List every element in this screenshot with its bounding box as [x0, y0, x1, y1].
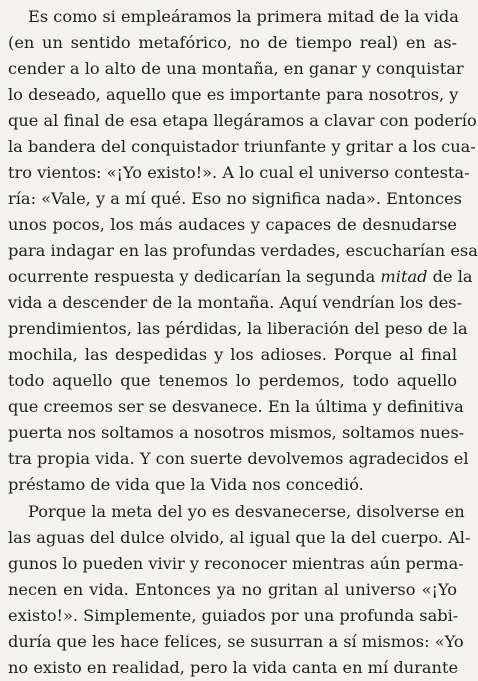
paragraph-1-line-4: lo deseado, aquello que es importante para nosotros, y [8, 85, 459, 104]
paragraph-2-line-7: no existo en realidad, pero la vida canta en mí durante [8, 658, 459, 677]
paragraph-1-line-9: unos pocos, los más audaces y capaces de desnudarse [8, 215, 457, 234]
paragraph-1-line-18: tra propia vida. Y con suerte devolvemos agradecidos el [8, 449, 469, 468]
paragraph-2-line-5: existo!». Simplemente, guiados por una profunda sabi- [8, 606, 459, 625]
paragraph-1-line-6: la bandera del conquistador triunfante y gritar a los cua- [8, 137, 476, 156]
paragraph-1-line-2: (en un sentido metafórico, no de tiempo real) en as- [8, 33, 457, 52]
paragraph-1-line-12: vida a descender de la montaña. Aquí vendrían los des- [8, 293, 463, 312]
line-11-end: de la [427, 267, 473, 286]
italic-word: mitad [380, 267, 428, 286]
paragraph-1-line-8: ría: «Vale, y a mí qué. Eso no significa nada». Entonces [8, 189, 462, 208]
paragraph-1-line-11 [8, 264, 473, 290]
line-11-start: ocurrente respuesta y dedicarían la segunda [8, 267, 381, 286]
paragraph-2-line-2: las aguas del dulce olvido, al igual que la del cuerpo. Al- [8, 528, 471, 547]
paragraph-1-line-7: tro vientos: «¡Yo existo!». A lo cual el universo contesta- [8, 163, 470, 182]
paragraph-2-line-3: gunos lo pueden vivir y reconocer mientras aún perma- [8, 554, 464, 573]
paragraph-1-line-13: prendimientos, las pérdidas, la liberación del peso de la [8, 319, 468, 338]
paragraph-1-line-17: puerta nos soltamos a nosotros mismos, soltamos nues- [8, 423, 465, 442]
paragraph-1-line-3: cender a lo alto de una montaña, en ganar y conquistar [8, 59, 464, 78]
paragraph-1-line-15: todo aquello que tenemos lo perdemos, todo aquello [8, 371, 457, 390]
paragraph-1-line-19: préstamo de vida que la Vida nos concedió. [8, 475, 364, 494]
paragraph-2-line-6: duría que les hace felices, se susurran a sí mismos: «Yo [8, 632, 464, 651]
paragraph-1-line-1: Es como si empleáramos la primera mitad de la vida [28, 7, 459, 26]
paragraph-1-line-5: que al final de esa etapa llegáramos a clavar con poderío [8, 111, 477, 130]
paragraph-2-line-1: Porque la meta del yo es desvanecerse, disolverse en [28, 502, 465, 521]
paragraph-1-line-10: para indagar en las profundas verdades, escucharían esa [8, 241, 478, 260]
paragraph-2-line-4: necen en vida. Entonces ya no gritan al universo «¡Yo [8, 580, 457, 599]
paragraph-1-line-16: que creemos ser se desvanece. En la última y definitiva [8, 397, 464, 416]
paragraph-1-line-14: mochila, las despedidas y los adioses. Porque al final [8, 345, 457, 364]
